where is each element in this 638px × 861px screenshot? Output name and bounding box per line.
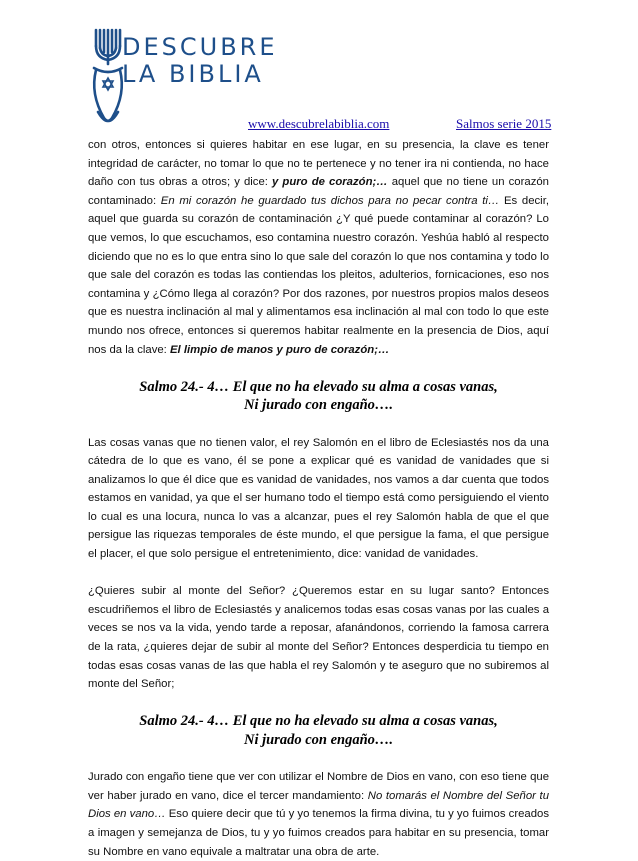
quote-run: No tomarás el Nombre del Señor tu Dios en vano… (88, 789, 549, 821)
paragraph-3: ¿Quieres subir al monte del Señor? ¿Queremos estar en su lugar santo? Entonces escudriñemos el libro de Eclesiastés y analicemos todas esas cosas vanas por las cuales a veces se nos va la vida, yendo tarde a reposar, afanándonos, corriendo la famosa carrera de la rata, ¿quieres dejar de subir al monte del Señor? Entonces desperdicia tu tiempo en todas esas cosas vanas de las que habla el rey Salomón y te aseguro que no subiremos al monte del Señor; (88, 585, 549, 691)
document-body (88, 136, 549, 861)
logo-line-2: LA BIBLIA (122, 60, 264, 88)
emphasis-run: y puro de corazón;… (272, 176, 388, 189)
heading-line: Salmo 24.- 4… El que no ha elevado su alma a cosas vanas, (139, 713, 498, 730)
section-heading-1 (88, 378, 549, 415)
quote-run: En mi corazón he guardado tus dichos para no pecar contra ti… (160, 194, 500, 207)
paragraph-4 (88, 768, 549, 861)
heading-line: Salmo 24.- 4… El que no ha elevado su alma a cosas vanas, (139, 378, 498, 395)
emphasis-run: El limpio de manos y puro de corazón;… (169, 343, 390, 356)
section-heading-2 (88, 712, 549, 749)
logo-line-1: DESCUBRE (122, 33, 278, 61)
heading-line: Ni jurado con engaño…. (243, 397, 394, 414)
paragraph-1 (88, 136, 549, 359)
website-link[interactable]: www.descubrelabiblia.com (248, 116, 390, 131)
text-run: Eso quiere decir que tú y yo tenemos la firma divina, tu y yo fuimos creados a imagen y semejanza de Dios, tu y yo fuimos creados para habitar en su presencia, tomar su Nombre en vano equivale a maltratar una obra de arte. (88, 808, 549, 858)
text-run: Es decir, aquel que guarda su corazón de contaminación ¿Y qué puede contaminar al corazón? Lo que vemos, lo que escuchamos, eso contamina nuestro corazón. Yeshúa habló al respecto diciendo que no es lo que entra sino lo que sale del corazón lo que nos contamina y todo lo que sale del corazón es todas las contiendas los pleitos, adulterios, fornicaciones, eso nos contamina y ¿Cómo llega al corazón? Por dos razones, por nuestros propios malos deseos que es nuestra inclinación al mal y alimentamos esa inclinación al mal con todo lo que este mundo nos ofrece, entonces si queremos habitar realmente en la presencia de Dios, aquí nos da la clave: (88, 194, 550, 356)
text-run: Jurado con engaño tiene que ver con utilizar el Nombre de Dios en vano, con eso tiene que ver haber jurado en vano, dice el tercer mandamiento: (88, 771, 549, 802)
series-link[interactable]: Salmos serie 2015 (456, 116, 552, 131)
paragraph-2: Las cosas vanas que no tienen valor, el rey Salomón en el libro de Eclesiastés nos da una cátedra de lo que es vano, él se pone a explicar qué es vanidad de vanidades que si analizamos lo que él dice que es vanidad de vanidades, nos vamos a dar cuenta que todos estamos en vanidad, ya que el ser humano todo el tiempo está como persiguiendo el viento lo cual es una locura, nunca lo vas a alcanzar, pues el rey Salomón habla de que el que persigue las riquezas temporales de éste mundo, el que persigue la fama, el que persigue el placer, el que solo persigue el entretenimiento, dice: vanidad de vanidades. (88, 436, 549, 561)
heading-line: Ni jurado con engaño…. (243, 732, 394, 748)
text-run: aquel que no tiene un corazón contaminado: (88, 176, 549, 207)
page-header (0, 116, 638, 132)
logo-wordmark (122, 34, 278, 88)
text-run: con otros, entonces si quieres habitar en ese lugar, en su presencia, la clave es tener integridad de carácter, no tomar lo que no te pertenece y no tener ira ni contienda, no hace daño con tus obras a otros; y dice: (88, 139, 549, 189)
